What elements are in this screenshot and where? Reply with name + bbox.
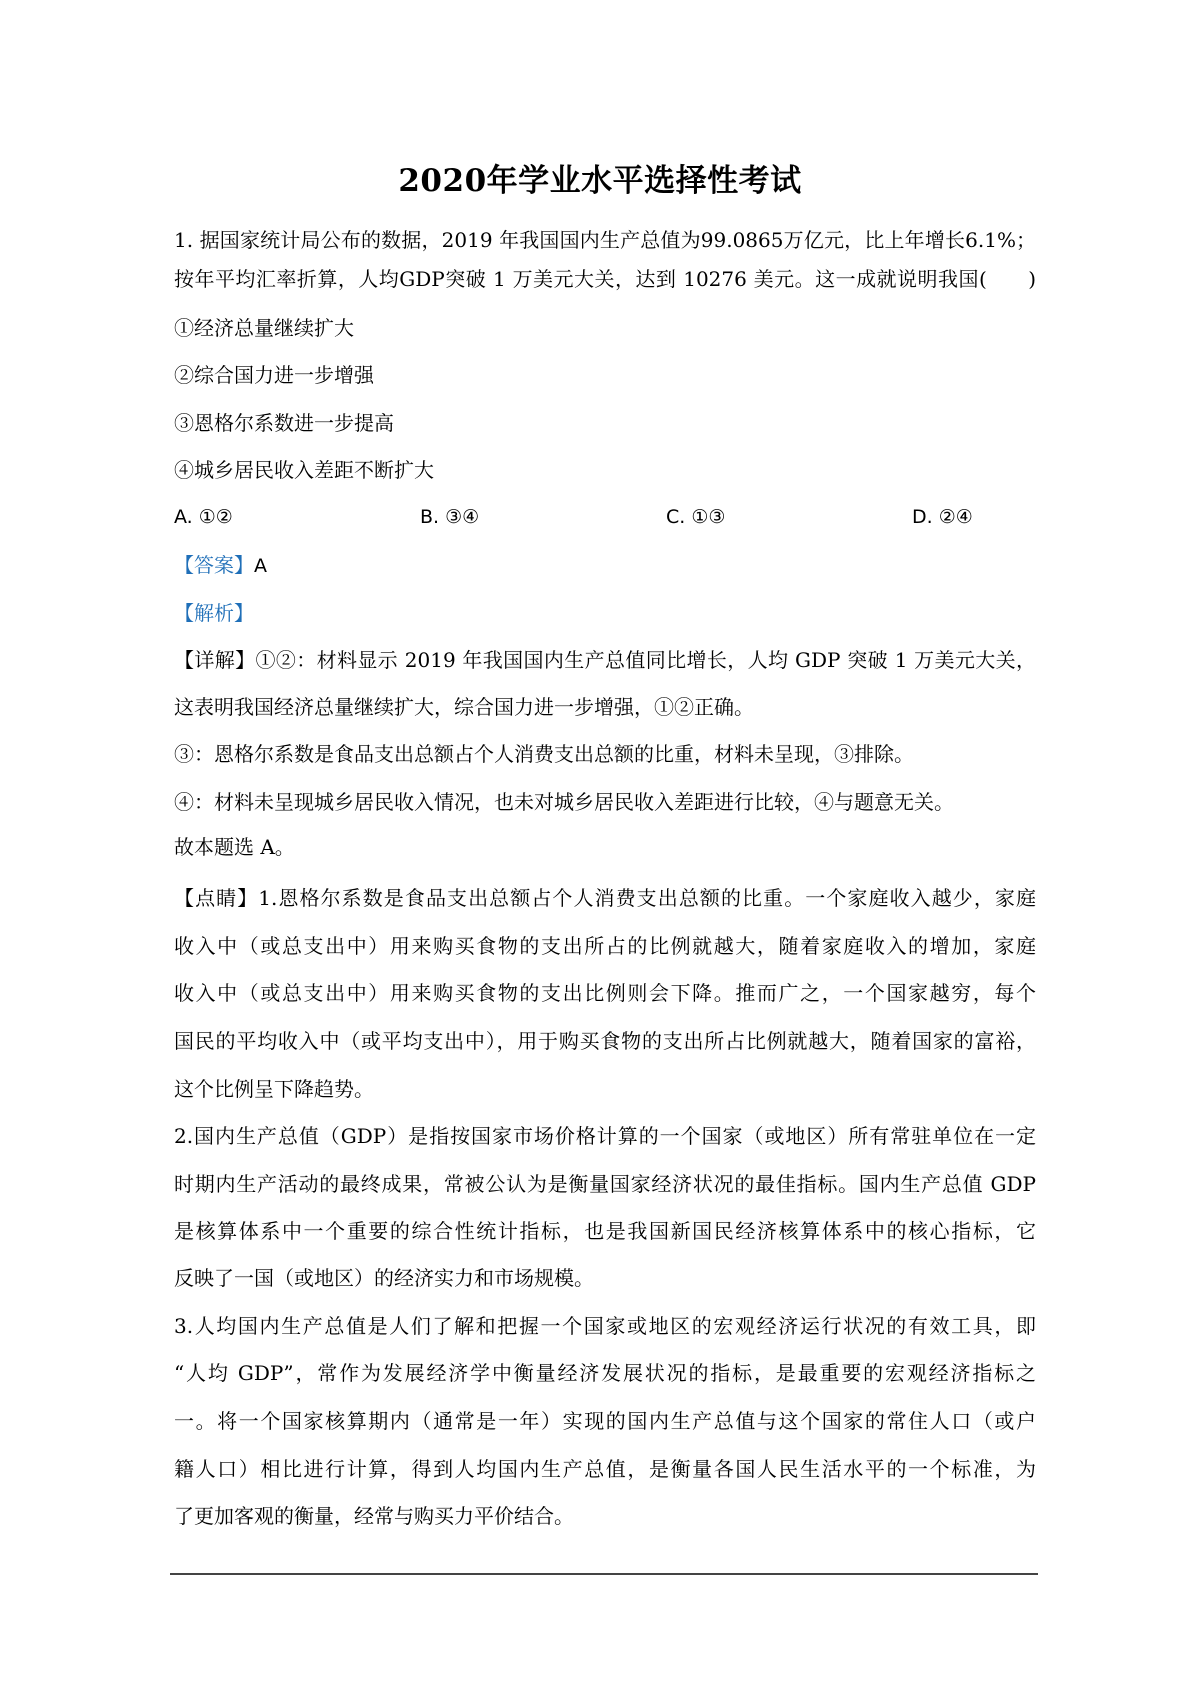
detail-line-3: ③：恩格尔系数是食品支出总额占个人消费支出总额的比重，材料未呈现，③排除。 — [174, 742, 914, 766]
option-a: A. ①② — [174, 506, 233, 528]
detail-line-5: 故本题选 A。 — [174, 835, 295, 859]
question-stem-line-1: 1. 据国家统计局公布的数据，2019 年我国国内生产总值为99.0865万亿元，比上年增长6.1%； — [174, 228, 1036, 252]
statement-2: ②综合国力进一步增强 — [174, 363, 374, 387]
tips-line-1: 【点睛】1.恩格尔系数是食品支出总额占个人消费支出总额的比重。一个家庭收入越少，家庭 — [174, 886, 1036, 910]
answer-line — [174, 552, 267, 579]
question-stem-line-2: 按年平均汇率折算，人均GDP突破 1 万美元大关，达到 10276 美元。这一成就说明我国( ) — [174, 267, 1036, 291]
tips-line-7: 时期内生产活动的最终成果，常被公认为是衡量国家经济状况的最佳指标。国内生产总值 GDP — [174, 1172, 1036, 1196]
option-d: D. ②④ — [912, 506, 973, 528]
tips-line-13: 籍人口）相比进行计算，得到人均国内生产总值，是衡量各国人民生活水平的一个标准，为 — [174, 1457, 1036, 1481]
tips-line-6: 2.国内生产总值（GDP）是指按国家市场价格计算的一个国家（或地区）所有常驻单位在一定 — [174, 1124, 1036, 1148]
answer-tag: 【答案】 — [174, 553, 254, 577]
footer-divider — [170, 1573, 1038, 1575]
tips-line-4: 国民的平均收入中（或平均支出中），用于购买食物的支出所占比例就越大，随着国家的富裕， — [174, 1029, 1036, 1053]
tips-line-11: “人均 GDP”，常作为发展经济学中衡量经济发展状况的指标，是最重要的宏观经济指标之 — [174, 1361, 1036, 1385]
tips-line-12: 一。将一个国家核算期内（通常是一年）实现的国内生产总值与这个国家的常住人口（或户 — [174, 1409, 1036, 1433]
tips-line-9: 反映了一国（或地区）的经济实力和市场规模。 — [174, 1266, 594, 1290]
tips-line-10: 3.人均国内生产总值是人们了解和把握一个国家或地区的宏观经济运行状况的有效工具，即 — [174, 1314, 1036, 1338]
analysis-tag: 【解析】 — [174, 601, 254, 625]
detail-line-1: 【详解】①②：材料显示 2019 年我国国内生产总值同比增长，人均 GDP 突破 1 万美元大关， — [174, 648, 1036, 672]
detail-line-4: ④：材料未呈现城乡居民收入情况，也未对城乡居民收入差距进行比较，④与题意无关。 — [174, 790, 954, 814]
statement-1: ①经济总量继续扩大 — [174, 316, 354, 340]
tips-line-2: 收入中（或总支出中）用来购买食物的支出所占的比例就越大，随着家庭收入的增加，家庭 — [174, 934, 1036, 958]
statement-3: ③恩格尔系数进一步提高 — [174, 411, 394, 435]
tips-line-5: 这个比例呈下降趋势。 — [174, 1077, 374, 1101]
analysis-line — [174, 600, 254, 626]
option-c: C. ①③ — [666, 506, 726, 528]
option-b: B. ③④ — [420, 506, 480, 528]
statement-4: ④城乡居民收入差距不断扩大 — [174, 458, 434, 482]
page-title: 2020年学业水平选择性考试 — [398, 163, 802, 199]
tips-line-3: 收入中（或总支出中）用来购买食物的支出比例则会下降。推而广之，一个国家越穷，每个 — [174, 981, 1036, 1005]
detail-line-2: 这表明我国经济总量继续扩大，综合国力进一步增强，①②正确。 — [174, 695, 754, 719]
tips-line-8: 是核算体系中一个重要的综合性统计指标，也是我国新国民经济核算体系中的核心指标，它 — [174, 1219, 1036, 1243]
tips-line-14: 了更加客观的衡量，经常与购买力平价结合。 — [174, 1504, 574, 1528]
answer-value: A — [254, 555, 267, 577]
